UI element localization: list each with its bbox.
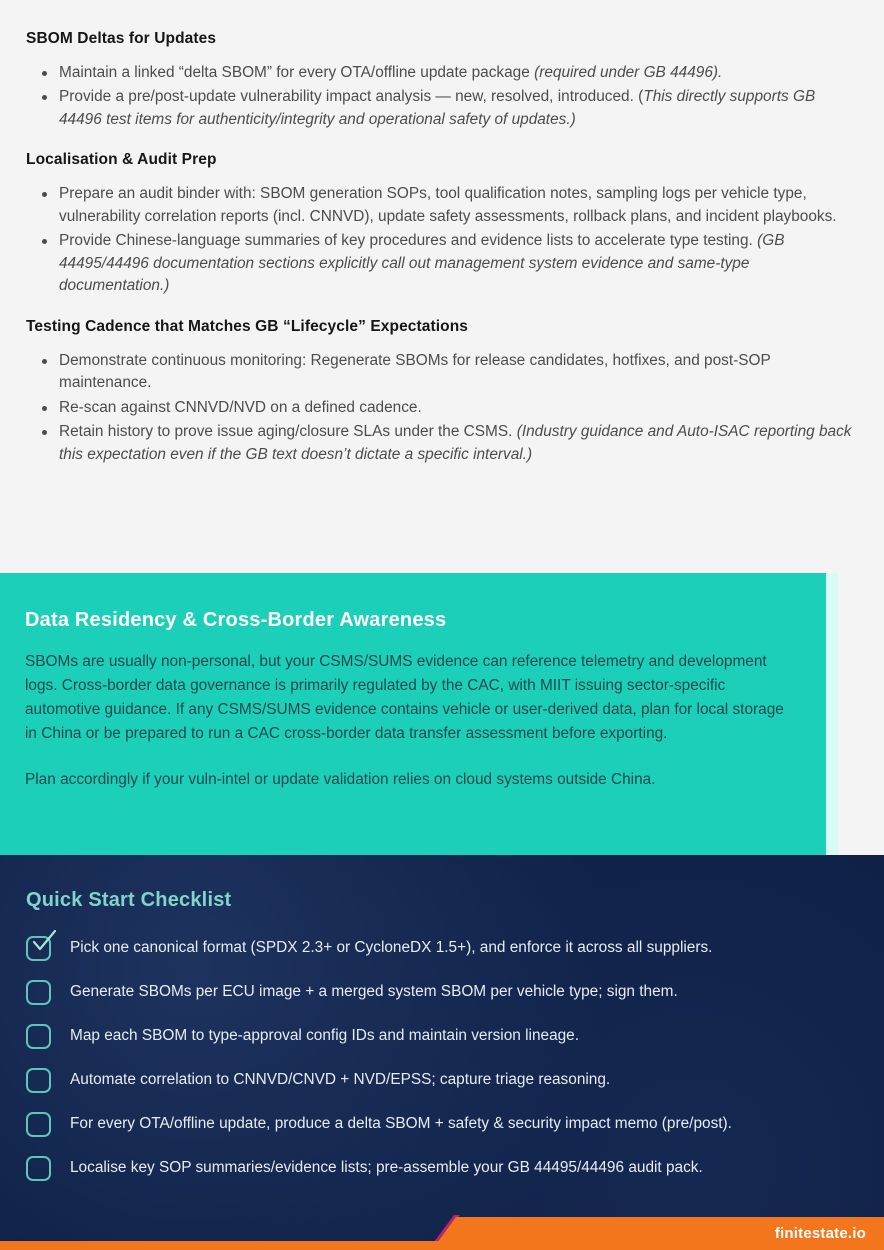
checklist-item-label: Localise key SOP summaries/evidence lists; pre-assemble your GB 44495/44496 audit pack. bbox=[70, 1158, 703, 1176]
quick-start-checklist-panel bbox=[0, 855, 884, 1250]
list-item bbox=[26, 86, 858, 131]
checkbox-checked-icon[interactable] bbox=[26, 936, 51, 961]
list-item[interactable] bbox=[26, 1022, 858, 1050]
checklist bbox=[26, 934, 858, 1182]
bullet-text: Provide a pre/post-update vulnerability impact analysis — new, resolved, introduced. ( bbox=[59, 88, 644, 106]
bullet-text: Maintain a linked “delta SBOM” for every OTA/offline update package bbox=[59, 64, 535, 81]
checklist-heading: Quick Start Checklist bbox=[26, 889, 232, 911]
footer-orange-strip bbox=[0, 1241, 884, 1250]
page-footer bbox=[0, 1204, 884, 1250]
bullet-note: (required under GB 44496). bbox=[534, 64, 723, 81]
list-item bbox=[26, 421, 858, 466]
bullet-list bbox=[26, 62, 858, 131]
checklist-item-label: Generate SBOMs per ECU image + a merged system SBOM per vehicle type; sign them. bbox=[70, 982, 678, 1000]
checkbox-icon[interactable] bbox=[26, 1024, 51, 1049]
checklist-item-label: Automate correlation to CNNVD/CNVD + NVD/EPSS; capture triage reasoning. bbox=[70, 1070, 611, 1088]
bullet-text: Retain history to prove issue aging/closure SLAs under the CSMS. bbox=[59, 423, 517, 441]
list-item bbox=[26, 350, 858, 395]
section-heading: Testing Cadence that Matches GB “Lifecycle” Expectations bbox=[26, 317, 469, 335]
list-item bbox=[26, 62, 858, 84]
section-localisation-audit-prep bbox=[26, 151, 858, 297]
callout-panel bbox=[0, 573, 826, 856]
list-item[interactable] bbox=[26, 1154, 858, 1182]
bullet-list bbox=[26, 183, 858, 297]
light-content-region bbox=[0, 0, 884, 466]
bullet-text: Prepare an audit binder with: SBOM generation SOPs, tool qualification notes, sampling logs per vehicle type, vulnerability correlation reports (incl. CNNVD), update safety assessments, rollback plans, and incident playbooks. bbox=[59, 185, 837, 225]
checkbox-icon[interactable] bbox=[26, 1112, 51, 1137]
list-item[interactable] bbox=[26, 1066, 858, 1094]
checkmark-icon bbox=[30, 930, 56, 954]
callout-edge-strip bbox=[826, 573, 838, 856]
callout-paragraph-1: SBOMs are usually non-personal, but your CSMS/SUMS evidence can reference telemetry and development logs. Cross-border data governance is primarily regulated by the CAC, with MIIT issuing sector-specific automotive guidance. If any CSMS/SUMS evidence contains vehicle or user-derived data, plan for local storage in China or be prepared to run a CAC cross-border data transfer assessment before exporting. bbox=[25, 653, 784, 742]
list-item bbox=[26, 230, 858, 297]
bullet-text: Re-scan against CNNVD/NVD on a defined cadence. bbox=[59, 398, 422, 416]
section-testing-cadence bbox=[26, 318, 858, 466]
callout-paragraph-2: Plan accordingly if your vuln-intel or update validation relies on cloud systems outside China. bbox=[25, 770, 656, 788]
checklist-item-label: For every OTA/offline update, produce a delta SBOM + safety & security impact memo (pre/post). bbox=[70, 1114, 732, 1132]
list-item[interactable] bbox=[26, 1110, 858, 1138]
callout-heading: Data Residency & Cross-Border Awareness bbox=[25, 609, 447, 631]
brand-logo-text: finitestate.io bbox=[774, 1225, 866, 1242]
checklist-item-label: Map each SBOM to type-approval config IDs and maintain version lineage. bbox=[70, 1026, 580, 1044]
bullet-note: This directly supports GB 44496 test items for authenticity/integrity and operational safety of updates.) bbox=[59, 88, 816, 128]
bullet-list bbox=[26, 350, 858, 466]
section-heading: Localisation & Audit Prep bbox=[26, 151, 217, 169]
list-item[interactable] bbox=[26, 978, 858, 1006]
list-item[interactable] bbox=[26, 934, 858, 962]
data-residency-callout bbox=[0, 573, 826, 856]
list-item bbox=[26, 397, 858, 419]
checklist-item-label: Pick one canonical format (SPDX 2.3+ or CycloneDX 1.5+), and enforce it across all suppliers. bbox=[70, 938, 713, 956]
bullet-text: Provide Chinese-language summaries of key procedures and evidence lists to accelerate type testing. bbox=[59, 232, 758, 250]
bullet-note: (GB 44495/44496 documentation sections explicitly call out management system evidence and same-type documentation.) bbox=[59, 232, 785, 295]
checkbox-icon[interactable] bbox=[26, 1156, 51, 1181]
list-item bbox=[26, 183, 858, 228]
section-sbom-deltas bbox=[26, 30, 858, 131]
bullet-text: Demonstrate continuous monitoring: Regenerate SBOMs for release candidates, hotfixes, and post-SOP maintenance. bbox=[59, 351, 771, 392]
section-heading: SBOM Deltas for Updates bbox=[26, 30, 217, 47]
checkbox-icon[interactable] bbox=[26, 980, 51, 1005]
checkbox-icon[interactable] bbox=[26, 1068, 51, 1093]
bullet-note: (Industry guidance and Auto-ISAC reporting back this expectation even if the GB text doesn’t dictate a specific interval.) bbox=[59, 423, 852, 463]
